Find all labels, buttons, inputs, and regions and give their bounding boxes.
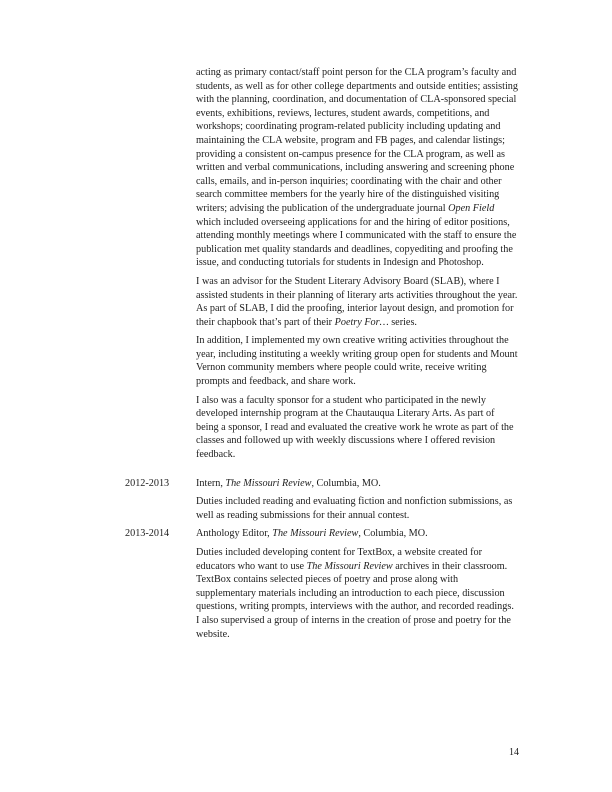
entry-body [196, 66, 518, 467]
entry-intern [125, 477, 519, 528]
series-title-poetry-for: Poetry For… [334, 316, 389, 328]
text-run: In addition, I implemented my own creative writing activities throughout the year, including instituting a weekly writing group open for students and Mount Vernon community members where people could write, receive writing prompts and feedback, and share work. [196, 335, 518, 388]
text-run: , Columbia, MO. [358, 528, 428, 540]
publication-title-missouri-review: The Missouri Review [225, 477, 312, 489]
entry-anthology-editor [125, 527, 519, 646]
paragraph-writing-activities [196, 334, 518, 388]
text-run: acting as primary contact/staff point person for the CLA program’s faculty and students, as well as for other college departments and outside entities; assisting with the planning, coordination, and documentation of CLA-sponsored special events, exhibitions, reviews, lectures, student awards, competitions, and workshops; coordinating program-related publicity including updating and maintaining the CLA website, program and FB pages, and calendar listings; providing a consistent on-campus presence for the CLA program, as well as written and verbal communications, including answering and screening phone calls, emails, and in-person inquiries; coordinating with the chair and other search committee members for the yearly hire of the distinguished visiting writers; advising the publication of the undergraduate journal [196, 67, 518, 214]
journal-title-open-field: Open Field [448, 202, 495, 214]
text-run: Intern, [196, 477, 226, 489]
text-run: series. [388, 316, 417, 328]
entry-date: 2013-2014 [125, 528, 170, 540]
paragraph-faculty-sponsor [196, 394, 518, 462]
page-content [125, 66, 519, 646]
page-number: 14 [509, 747, 519, 758]
paragraph-editor-duties [196, 546, 518, 641]
publication-title-missouri-review: The Missouri Review [272, 528, 359, 540]
entry-continuation [125, 66, 519, 467]
text-run: Anthology Editor, [196, 528, 273, 540]
paragraph-slab-advisor [196, 275, 518, 329]
text-run: , Columbia, MO. [311, 477, 381, 489]
paragraph-duties-cla [196, 66, 518, 270]
entry-body [196, 477, 518, 528]
text-run: I also was a faculty sponsor for a student who participated in the newly developed internship program at the Chautauqua Literary Arts. As part of being a sponsor, I read and evaluated the creative work he wrote as part of the classes and followed up with weekly discussions where I offered revision feedback. [196, 394, 514, 461]
entry-title-intern [196, 477, 518, 491]
text-run: archives in their classroom. TextBox contains selected pieces of poetry and prose along with supplementary materials including an introduction to each piece, discussion questions, writing prompts, interviews with the author, and recorded readings. I also supervised a group of interns in the creation of prose and poetry for the website. [196, 560, 514, 640]
publication-title-missouri-review: The Missouri Review [306, 560, 393, 572]
text-run: Duties included developing content for TextBox, a website created for educators who want to use [196, 547, 482, 572]
paragraph-intern-duties [196, 495, 518, 522]
entry-body [196, 527, 518, 646]
text-run: I was an advisor for the Student Literary Advisory Board (SLAB), where I assisted students in their planning of literary arts activities throughout the year. As part of SLAB, I did the proofing, interior layout design, and promotion for their chapbook that’s part of their [196, 275, 518, 328]
text-run: Duties included reading and evaluating fiction and nonfiction submissions, as well as reading submissions for their annual contest. [196, 496, 513, 521]
text-run: which included overseeing applications for and the hiring of editor positions, attending monthly meetings where I communicated with the staff to ensure the publication met quality standards and deadlines, copyediting and proofing the issue, and conducting tutorials for students in Indesign and Photoshop. [196, 216, 517, 269]
entry-title-anthology-editor [196, 527, 518, 541]
entry-date: 2012-2013 [125, 477, 170, 489]
